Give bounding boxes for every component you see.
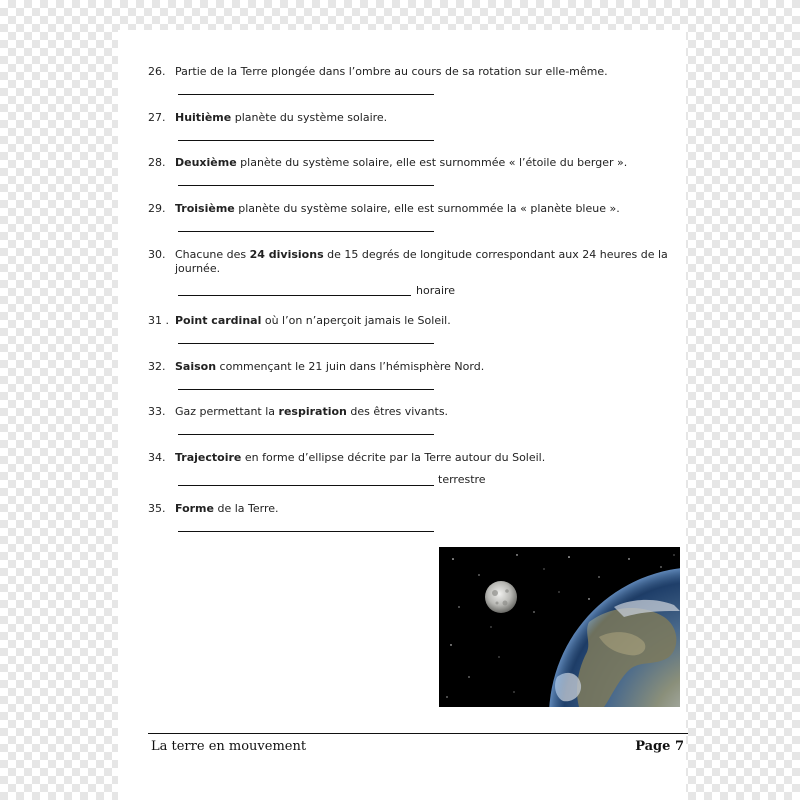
question-text: Gaz permettant la bbox=[175, 405, 279, 418]
answer-line-29[interactable] bbox=[178, 231, 434, 232]
footer-divider bbox=[148, 733, 688, 734]
answer-line-32[interactable] bbox=[178, 389, 434, 390]
question-number: 34. bbox=[148, 451, 166, 464]
question-keyword: Deuxième bbox=[175, 156, 237, 169]
question-number: 30. bbox=[148, 248, 166, 261]
question-text: commençant le 21 juin dans l’hémisphère Nord. bbox=[216, 360, 485, 373]
answer-line-28[interactable] bbox=[178, 185, 434, 186]
answer-line-34[interactable] bbox=[178, 485, 434, 486]
page-number: Page 7 bbox=[635, 739, 684, 754]
question-keyword: Trajectoire bbox=[175, 451, 242, 464]
question-text: où l’on n’aperçoit jamais le Soleil. bbox=[261, 314, 451, 327]
answer-line-30[interactable] bbox=[178, 295, 411, 296]
question-number: 26. bbox=[148, 65, 166, 78]
earth-moon-photo bbox=[439, 547, 680, 707]
question-number: 29. bbox=[148, 202, 166, 215]
answer-line-26[interactable] bbox=[178, 94, 434, 95]
answer-line-27[interactable] bbox=[178, 140, 434, 141]
question-number: 27. bbox=[148, 111, 166, 124]
question-number: 28. bbox=[148, 156, 166, 169]
question-keyword: Forme bbox=[175, 502, 214, 515]
question-text: Chacune des bbox=[175, 248, 250, 261]
question-keyword: respiration bbox=[278, 405, 347, 418]
question-text: planète du système solaire. bbox=[231, 111, 388, 124]
question-number: 32. bbox=[148, 360, 166, 373]
question-keyword: Troisième bbox=[175, 202, 235, 215]
question-text: planète du système solaire, elle est surnommée la « planète bleue ». bbox=[234, 202, 620, 215]
worksheet-page bbox=[118, 30, 686, 800]
moon bbox=[485, 581, 517, 613]
question-keyword: Huitième bbox=[175, 111, 232, 124]
answer-suffix: horaire bbox=[416, 284, 456, 297]
question-number: 33. bbox=[148, 405, 166, 418]
question-keyword: Saison bbox=[175, 360, 217, 373]
answer-line-33[interactable] bbox=[178, 434, 434, 435]
question-text: en forme d’ellipse décrite par la Terre autour du Soleil. bbox=[241, 451, 546, 464]
answer-line-35[interactable] bbox=[178, 531, 434, 532]
answer-line-31[interactable] bbox=[178, 343, 434, 344]
question-text: Partie de la Terre plongée dans l’ombre au cours de sa rotation sur elle-même. bbox=[175, 65, 608, 78]
question-text: des êtres vivants. bbox=[346, 405, 449, 418]
question-text: de 15 degrés de longitude correspondant aux 24 heures de la journée. bbox=[175, 248, 668, 275]
answer-suffix: terrestre bbox=[438, 473, 486, 486]
question-text: planète du système solaire, elle est surnommée « l’étoile du berger ». bbox=[236, 156, 628, 169]
question-keyword: Point cardinal bbox=[175, 314, 262, 327]
question-number: 35. bbox=[148, 502, 166, 515]
earth-moon-image bbox=[439, 547, 680, 707]
question-number: 31 . bbox=[148, 314, 169, 327]
question-keyword: 24 divisions bbox=[249, 248, 324, 261]
footer-title: La terre en mouvement bbox=[151, 739, 307, 754]
question-text: de la Terre. bbox=[213, 502, 279, 515]
